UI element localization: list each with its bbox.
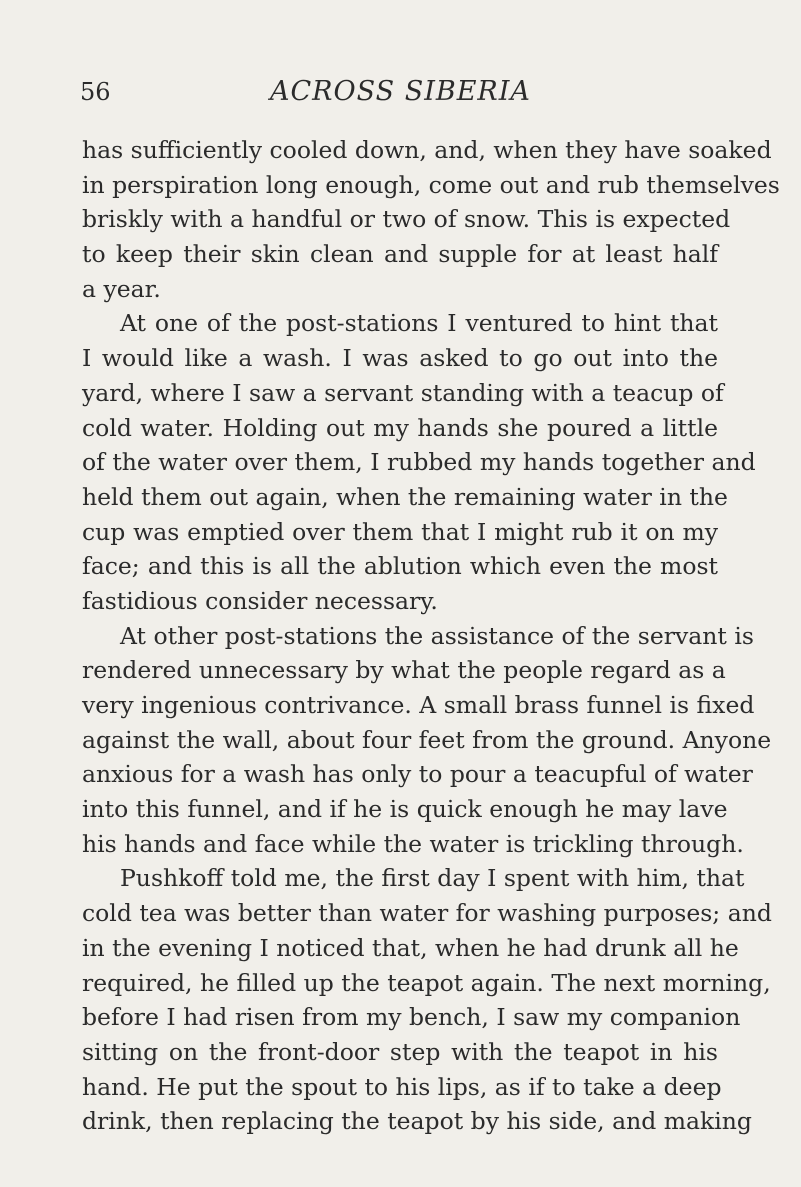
text-line: of the water over them, I rubbed my hands together and <box>82 448 756 477</box>
text-line: fastidious consider necessary. <box>82 586 438 615</box>
text-line: before I had risen from my bench, I saw my companion <box>82 1003 741 1032</box>
text-line: face; and this is all the ablution which even the most <box>82 552 718 581</box>
text-line: a year. <box>82 274 161 303</box>
text-line: against the wall, about four feet from the ground. Anyone <box>82 725 772 754</box>
text-line: to keep their skin clean and supple for at least half <box>82 240 718 269</box>
body-text <box>82 133 780 1139</box>
text-line: rendered unnecessary by what the people regard as a <box>82 656 726 685</box>
text-line: I would like a wash. I was asked to go out into the <box>82 344 718 373</box>
text-line: drink, then replacing the teapot by his side, and making <box>82 1107 752 1136</box>
page-header <box>80 76 710 116</box>
text-line: hand. He put the spout to his lips, as if to take a deep <box>82 1072 722 1101</box>
text-line: At one of the post-stations I ventured to hint that <box>120 309 718 338</box>
text-line: anxious for a wash has only to pour a teacupful of water <box>82 760 753 789</box>
text-line: cup was emptied over them that I might rub it on my <box>82 517 718 546</box>
text-line: very ingenious contrivance. A small brass funnel is fixed <box>82 691 755 719</box>
running-title: ACROSS SIBERIA <box>270 76 531 107</box>
text-line: cold water. Holding out my hands she poured a little <box>82 413 718 442</box>
text-line: sitting on the front-door step with the teapot in his <box>82 1037 718 1066</box>
text-line: At other post-stations the assistance of the servant is <box>120 621 754 650</box>
text-line: in the evening I noticed that, when he had drunk all he <box>82 933 739 962</box>
text-line: Pushkoff told me, the first day I spent with him, that <box>120 864 745 893</box>
text-line: held them out again, when the remaining water in the <box>82 482 728 511</box>
text-line: briskly with a handful or two of snow. This is expected <box>82 205 731 234</box>
text-line: yard, where I saw a servant standing with a teacup of <box>82 378 724 407</box>
text-line: his hands and face while the water is trickling through. <box>82 829 744 858</box>
text-line: in perspiration long enough, come out and rub themselves <box>82 170 780 199</box>
text-line: has sufficiently cooled down, and, when they have soaked <box>82 136 772 164</box>
page-number: 56 <box>80 78 111 106</box>
text-line: required, he filled up the teapot again. The next morning, <box>82 968 771 997</box>
text-line: into this funnel, and if he is quick enough he may lave <box>82 795 728 824</box>
text-line: cold tea was better than water for washing purposes; and <box>82 899 772 928</box>
